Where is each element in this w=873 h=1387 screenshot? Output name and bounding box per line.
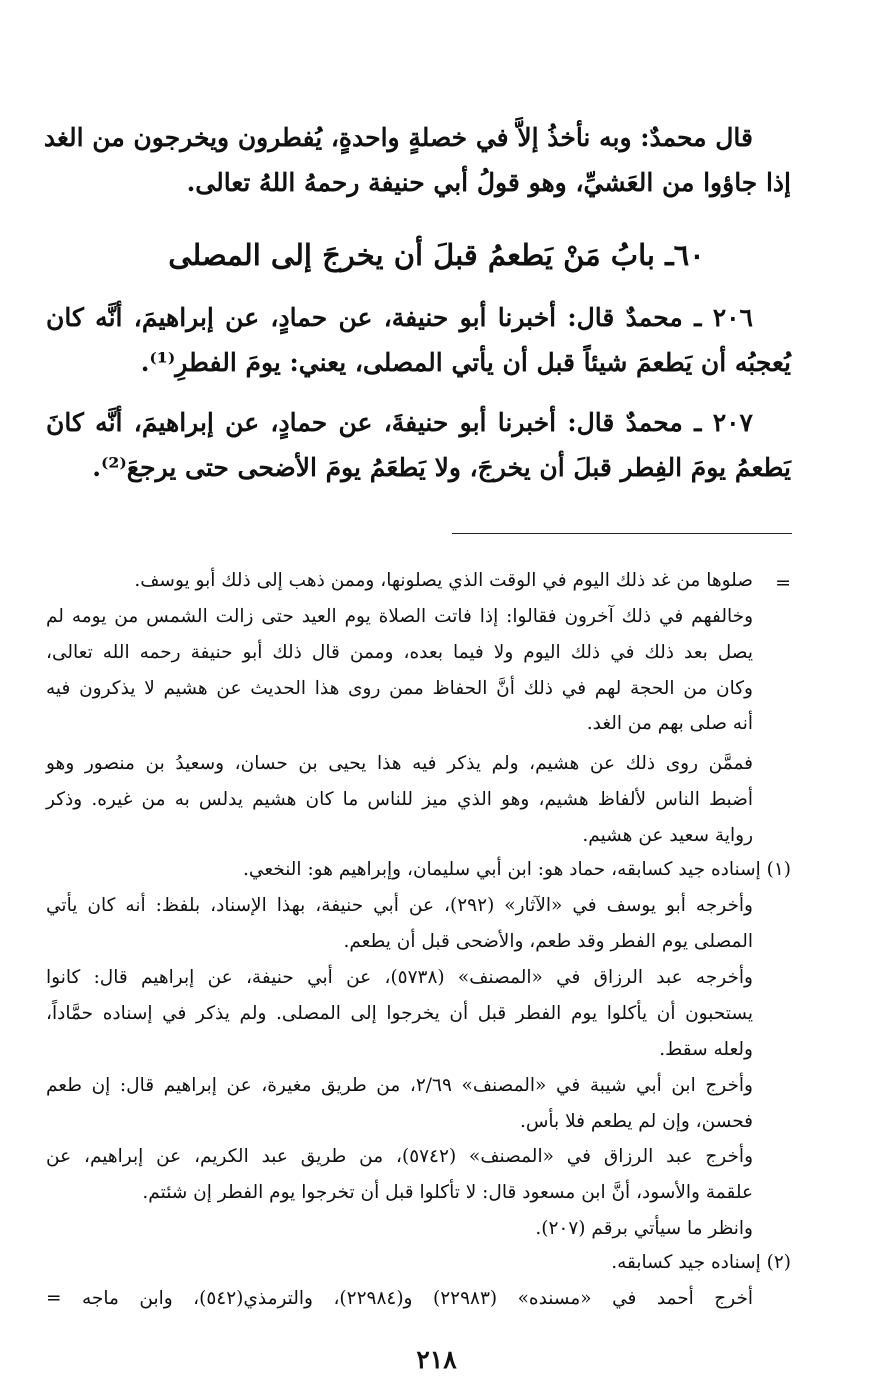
footnote-1-line: وأخرجه أبو يوسف في «الآثار» (٢٩٢)، عن أبي حنيفة، بهذا الإسناد، بلفظ: أنه كان يأتي: [46, 895, 753, 916]
footnote-1-line: المصلى يوم الفطر وقد طعم، والأضحى قبل أن يطعم.: [343, 931, 753, 952]
page-number: ٢١٨: [416, 1345, 457, 1374]
continuation-mark: =: [775, 572, 791, 594]
footnote-2-line: (٢) إسناده جيد كسابقه.: [611, 1252, 791, 1273]
footnote-1-line: وأخرج ابن أبي شيبة في «المصنف» ٢/٦٩، من طريق مغيرة، عن إبراهيم قال: إن طعم: [46, 1075, 753, 1096]
footnote-1-line: ولعله سقط.: [659, 1039, 753, 1060]
footnote-1-line: وأخرج عبد الرزاق في «المصنف» (٥٧٤٢)، من طريق عبد الكريم، عن إبراهيم، عن: [46, 1146, 754, 1167]
hadith-207-line: ٢٠٧ ـ محمدٌ قال: أخبرنا أبو حنيفةَ، عن حمادٍ، عن إبراهيمَ، أنَّه كانَ: [46, 408, 753, 437]
hadith-206-line: يُعجبُه أن يَطعمَ شيئاً قبل أن يأتي المصلى، يعني: يومَ الفطرِ⁽¹⁾.: [140, 348, 791, 377]
footnote-line: يصل بعد ذلك في ذلك اليوم ولا فيما بعده، وممن قال ذلك أبو حنيفة رحمه الله تعالى،: [46, 642, 753, 663]
hadith-207-line: يَطعمُ يومَ الفِطر قبلَ أن يخرجَ، ولا يَطعَمُ يومَ الأضحى حتى يرجعَ⁽²⁾.: [92, 453, 791, 482]
footnote-1-line: (١) إسناده جيد كسابقه، حماد هو: ابن أبي سليمان، وإبراهيم هو: النخعي.: [243, 859, 791, 880]
footnote-line: فممَّن روى ذلك عن هشيم، ولم يذكر فيه هذا يحيى بن حسان، وسعيدُ بن منصور وهو: [46, 753, 753, 774]
footnote-line: أضبط الناس لألفاظ هشيم، وهو الذي ميز للناس ما كان هشيم يدلس به من غيره. وذكر: [46, 789, 753, 810]
footnote-line: وكان من الحجة لهم في ذلك أنَّ الحفاظ ممن روى هذا الحديث عن هشيم لا يذكرون فيه: [46, 678, 753, 699]
footnote-1-line: يستحبون أن يأكلوا يوم الفطر قبل أن يخرجوا إلى المصلى. ولم يذكر في إسناده حمَّاداً،: [46, 1003, 753, 1024]
footnote-1-line: وأخرجه عبد الرزاق في «المصنف» (٥٧٣٨)، عن أبي حنيفة، عن إبراهيم قال: كانوا: [46, 967, 753, 988]
main-text-line: إذا جاؤوا من العَشيِّ، وهو قولُ أبي حنيفة رحمهُ اللهُ تعالى.: [186, 168, 791, 197]
footnote-1-line: فحسن، وإن لم يطعم فلا بأس.: [519, 1111, 753, 1132]
footnote-line: أنه صلى بهم من الغد.: [586, 713, 753, 734]
footnote-line: صلوها من غد ذلك اليوم في الوقت الذي يصلونها، وممن ذهب إلى ذلك أبو يوسف.: [134, 570, 753, 591]
footnote-line: رواية سعيد عن هشيم.: [582, 825, 753, 846]
footnote-line: وخالفهم في ذلك آخرون فقالوا: إذا فاتت الصلاة يوم العيد حتى زالت الشمس من يومه لم: [46, 606, 753, 627]
footnote-1-line: علقمة والأسود، أنَّ ابن مسعود قال: لا تأكلوا قبل أن تخرجوا يوم الفطر إن شئتم.: [142, 1182, 753, 1203]
footnote-2-line: أخرج أحمد في «مسنده» (٢٢٩٨٣) و(٢٢٩٨٤)، والترمذي(٥٤٢)، وابن ماجه =: [46, 1288, 754, 1309]
footnote-divider: [452, 533, 792, 534]
main-text-line: قال محمدٌ: وبه نأخذُ إلاَّ في خصلةٍ واحدةٍ، يُفطرون ويخرجون من الغد: [43, 123, 753, 152]
footnote-1-line: وانظر ما سيأتي برقم (٢٠٧).: [535, 1218, 753, 1239]
chapter-heading: ٦٠ـ بابُ مَنْ يَطعمُ قبلَ أن يخرجَ إلى المصلى: [168, 238, 705, 272]
hadith-206-line: ٢٠٦ ـ محمدٌ قال: أخبرنا أبو حنيفة، عن حمادٍ، عن إبراهيمَ، أنَّه كان: [46, 303, 753, 332]
